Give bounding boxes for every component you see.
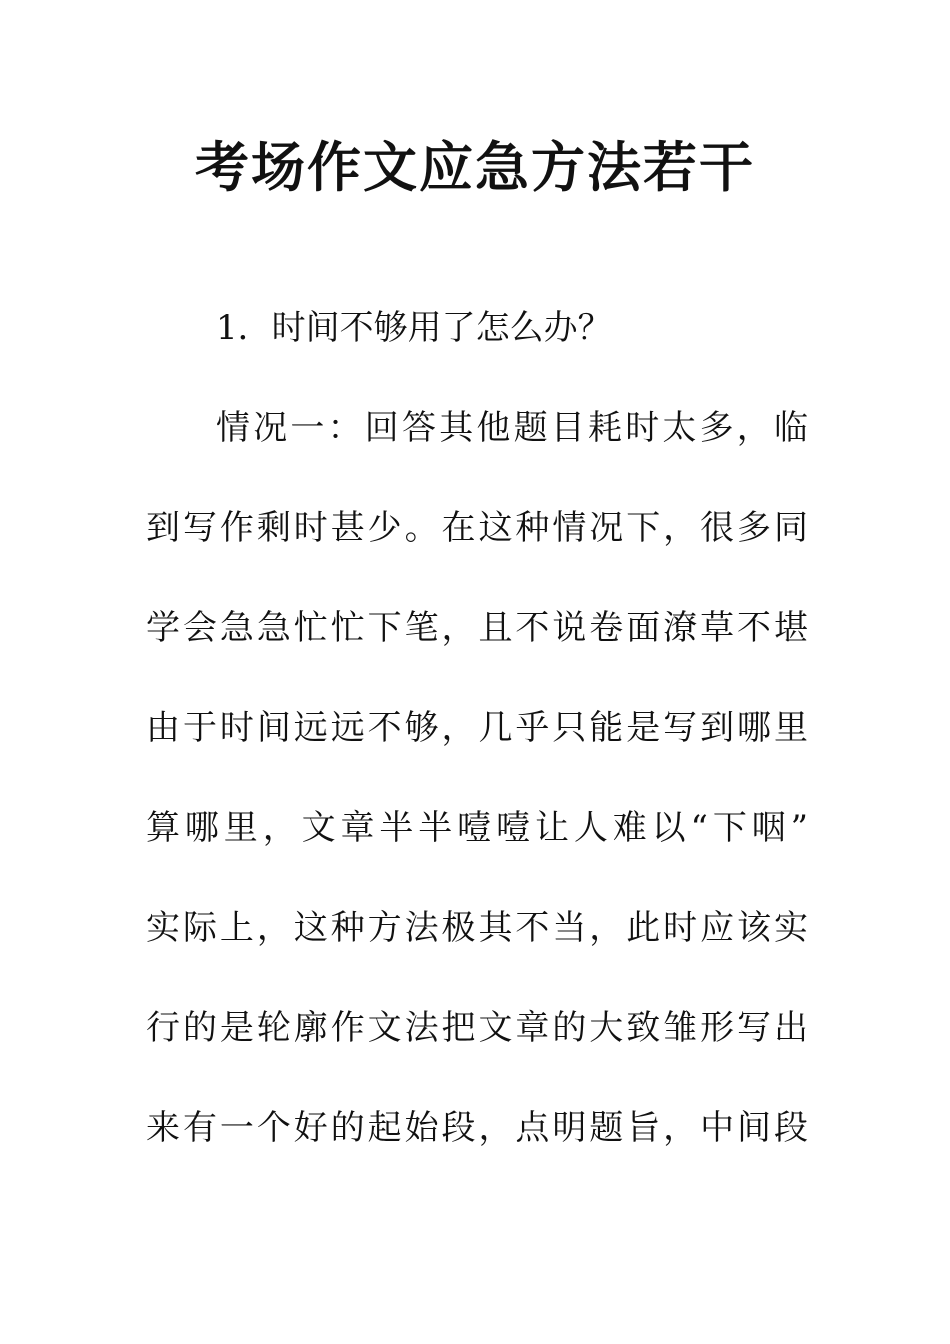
document-title: 考场作文应急方法若干 (195, 136, 755, 199)
paragraph-line-3: 学会急急忙忙下笔，且不说卷面潦草不堪 (146, 608, 808, 648)
paragraph-line-7: 行的是轮廓作文法把文章的大致雏形写出 (146, 1008, 808, 1048)
paragraph-line-5: 算哪里，文章半半噎噎让人难以“下咽” (146, 808, 808, 848)
section-heading: 1．时间不够用了怎么办？ (216, 308, 612, 348)
paragraph-line-6: 实际上，这种方法极其不当，此时应该实 (146, 908, 808, 948)
paragraph-line-4: 由于时间远远不够，几乎只能是写到哪里 (146, 708, 808, 748)
paragraph-line-8: 来有一个好的起始段，点明题旨，中间段 (146, 1108, 808, 1148)
paragraph-line-1: 情况一：回答其他题目耗时太多，临 (216, 408, 808, 448)
paragraph-line-2: 到写作剩时甚少。在这种情况下，很多同 (146, 508, 808, 548)
